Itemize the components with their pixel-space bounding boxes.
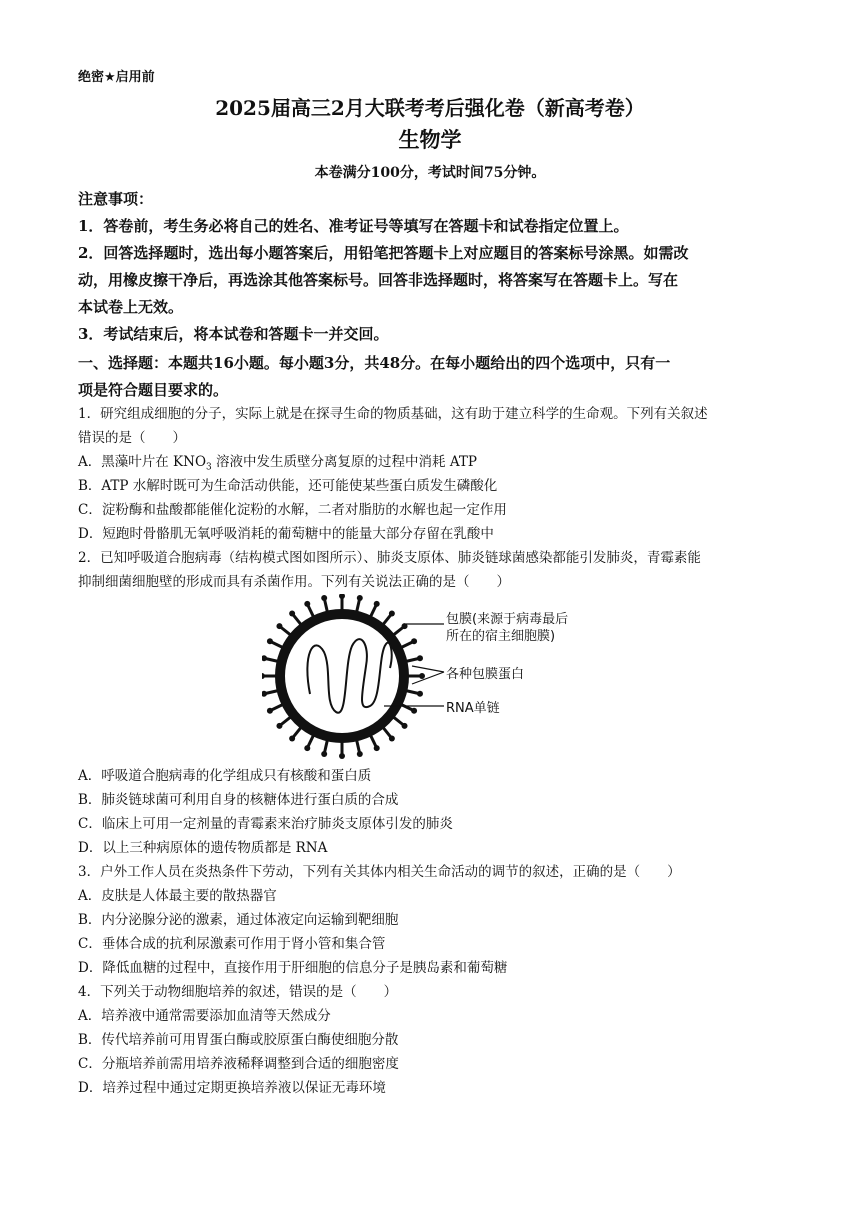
q2-option-c: C．临床上可用一定剂量的青霉素来治疗肺炎支原体引发的肺炎 (78, 816, 453, 832)
label-envelope: 包膜(来源于病毒最后 (446, 612, 569, 627)
label-line-protein-2 (412, 672, 444, 684)
q4-option-d: D．培养过程中通过定期更换培养液以保证无毒环境 (78, 1080, 386, 1096)
note-item: 本试卷上无效。 (78, 298, 184, 316)
q1-stem: 1．研究组成细胞的分子，实际上就是在探寻生命的物质基础，这有助于建立科学的生命观。下列有关叙述 (78, 406, 708, 422)
spike-head (357, 595, 363, 601)
spike-head (276, 723, 282, 729)
spike-head (357, 751, 363, 757)
exam-info: 本卷满分100分，考试时间75分钟。 (314, 165, 546, 181)
spike-head (389, 736, 395, 742)
q3-option-a: A．皮肤是人体最主要的散热器官 (78, 888, 277, 904)
spike-head (374, 745, 380, 751)
q4-option-c: C．分瓶培养前需用培养液稀释调整到合适的细胞密度 (78, 1056, 399, 1072)
virus-structure-figure (262, 594, 582, 764)
q1-option-d: D．短跑时骨骼肌无氧呼吸消耗的葡萄糖中的能量大部分存留在乳酸中 (78, 526, 494, 542)
spike-head (374, 601, 380, 607)
notes-heading: 注意事项： (78, 190, 154, 208)
q2-stem-cont: 抑制细菌细胞壁的形成而具有杀菌作用。下列有关说法正确的是（ ） (78, 574, 510, 590)
q2-option-a: A．呼吸道合胞病毒的化学组成只有核酸和蛋白质 (78, 768, 372, 784)
spike-head (402, 723, 408, 729)
label-envelope-cont: 所在的宿主细胞膜) (446, 629, 556, 644)
note-item: 3．考试结束后，将本试卷和答题卡一并交回。 (78, 325, 389, 343)
q4-option-a: A．培养液中通常需要添加血清等天然成分 (78, 1008, 331, 1024)
viral-envelope (280, 614, 404, 738)
spike-head (289, 736, 295, 742)
q1-option-b: B．ATP 水解时既可为生命活动供能，还可能使某些蛋白质发生磷酸化 (78, 478, 498, 494)
spike-head (262, 655, 267, 661)
spike-head (262, 673, 265, 679)
subject-title: 生物学 (398, 127, 462, 152)
q4-stem: 4．下列关于动物细胞培养的叙述，错误的是（ ） (78, 984, 398, 1000)
confidential-mark: 绝密★启用前 (78, 70, 155, 85)
spike-head (321, 751, 327, 757)
q1-option-a: A．黑藻叶片在 $KNO_3$ 溶液中发生质壁分离复原的过程中消耗 ATP (78, 454, 477, 473)
q3-option-b: B．内分泌腺分泌的激素，通过体液定向运输到靶细胞 (78, 912, 399, 928)
label-line-protein (412, 666, 444, 672)
spike-head (321, 595, 327, 601)
spike-head (339, 594, 345, 599)
note-item: 动，用橡皮擦干净后，再选涂其他答案标号。回答非选择题时，将答案写在答题卡上。写在 (78, 271, 679, 289)
q1-stem-cont: 错误的是（ ） (78, 430, 186, 446)
spike-head (304, 745, 310, 751)
spike-head (339, 753, 345, 759)
q1-option-c: C．淀粉酶和盐酸都能催化淀粉的水解，二者对脂肪的水解也起一定作用 (78, 502, 507, 518)
q2-stem: 2．已知呼吸道合胞病毒（结构模式图如图所示）、肺炎支原体、肺炎链球菌感染都能引发肺炎，青霉素能 (78, 550, 701, 566)
spike-head (411, 708, 417, 714)
note-item: 1．答卷前，考生务必将自己的姓名、准考证号等填写在答题卡和试卷指定位置上。 (78, 217, 629, 235)
exam-title: 2025届高三2月大联考考后强化卷（新高考卷） (215, 96, 645, 120)
q3-stem: 3．户外工作人员在炎热条件下劳动，下列有关其体内相关生命活动的调节的叙述，正确的是（ ） (78, 864, 681, 880)
q2-option-d: D．以上三种病原体的遗传物质都是 RNA (78, 840, 328, 856)
section-heading: 一、选择题：本题共16小题。每小题3分，共48分。在每小题给出的四个选项中，只有一 (78, 354, 671, 372)
spike-head (289, 610, 295, 616)
q2-option-b: B．肺炎链球菌可利用自身的核糖体进行蛋白质的合成 (78, 792, 399, 808)
q3-option-d: D．降低血糖的过程中，直接作用于肝细胞的信息分子是胰岛素和葡萄糖 (78, 960, 508, 976)
spike-head (267, 708, 273, 714)
q3-option-c: C．垂体合成的抗利尿激素可作用于肾小管和集合管 (78, 936, 386, 952)
section-heading-cont: 项是符合题目要求的。 (78, 381, 229, 399)
q4-option-b: B．传代培养前可用胃蛋白酶或胶原蛋白酶使细胞分散 (78, 1032, 399, 1048)
label-rna: RNA单链 (446, 701, 500, 716)
spike-head (276, 623, 282, 629)
spike-head (304, 601, 310, 607)
note-item: 2．回答选择题时，选出每小题答案后，用铅笔把答题卡上对应题目的答案标号涂黑。如需改 (78, 244, 689, 262)
spike-head (411, 638, 417, 644)
spike-head (417, 655, 423, 661)
label-envelope-proteins: 各种包膜蛋白 (446, 667, 525, 682)
spike-head (417, 691, 423, 697)
spike-head (389, 610, 395, 616)
spike-head (267, 638, 273, 644)
spike-head (419, 673, 425, 679)
spike-head (262, 691, 267, 697)
